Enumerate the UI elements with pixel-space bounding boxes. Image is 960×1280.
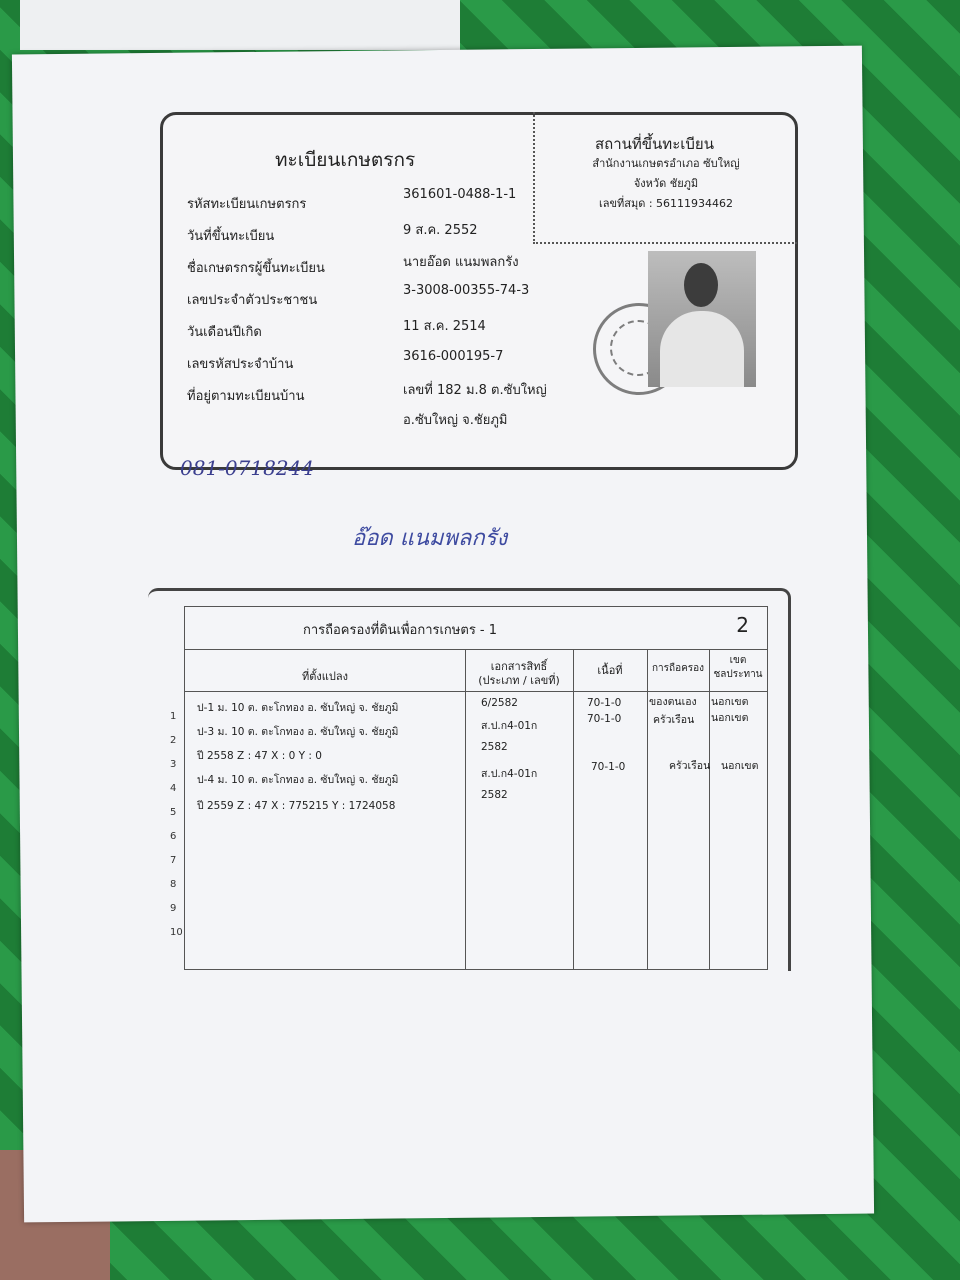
photo-body [660, 311, 744, 387]
column-divider [709, 649, 710, 969]
table-header-divider [185, 649, 767, 650]
header-document-sub: (ประเภท / เลขที่) [478, 674, 560, 687]
field-label-birth-date: วันเดือนปีเกิด [187, 325, 262, 340]
header-area: เนื้อที่ [597, 664, 623, 677]
field-label-house-code: เลขรหัสประจำบ้าน [187, 357, 294, 372]
field-value-birth-date: 11 ส.ค. 2514 [403, 319, 486, 334]
header-zone: เขต [729, 655, 747, 666]
table-header-bottom [185, 691, 767, 692]
cell-zone: นอกเขต [711, 696, 749, 708]
field-value-house-code: 3616-000195-7 [403, 349, 504, 364]
field-label-farmer-code: รหัสทะเบียนเกษตรกร [187, 197, 307, 212]
field-label-register-date: วันที่ขึ้นทะเบียน [187, 229, 275, 244]
land-table-title: การถือครองที่ดินเพื่อการเกษตร - 1 [302, 623, 498, 638]
header-zone-sub: ชลประทาน [713, 669, 763, 680]
field-value-register-date: 9 ส.ค. 2552 [403, 223, 478, 238]
header-holding: การถือครอง [651, 663, 705, 674]
field-label-citizen-id: เลขประจำตัวประชาชน [187, 293, 318, 308]
cell-area: 70-1-0 [587, 697, 622, 709]
row-number: 6 [170, 831, 177, 842]
row-number: 3 [170, 759, 177, 770]
header-location: ที่ตั้งแปลง [302, 670, 348, 683]
row-number: 4 [170, 783, 177, 794]
field-label-farmer-name: ชื่อเกษตรกรผู้ขึ้นทะเบียน [187, 261, 325, 276]
land-holding-table [184, 606, 768, 970]
cell-document: 6/2582 [481, 697, 518, 709]
page-number: 2 [736, 613, 749, 637]
registration-office-heading: สถานที่ขึ้นทะเบียน [595, 135, 714, 153]
cell-holding: ครัวเรือน [669, 760, 711, 772]
registration-office-box [533, 112, 797, 244]
row-number: 2 [170, 735, 177, 746]
cell-document: 2582 [481, 789, 508, 801]
header-document: เอกสารสิทธิ์ [490, 660, 548, 673]
cell-location: ป-3 ม. 10 ต. ตะโกทอง อ. ซับใหญ่ จ. ชัยภูมิ [197, 726, 399, 738]
handwritten-phone: 081-0718244 [180, 456, 315, 480]
cell-document: ส.ป.ก4-01ก [481, 768, 538, 780]
field-value-address: เลขที่ 182 ม.8 ต.ซับใหญ่ [403, 383, 547, 398]
cell-location: ปี 2558 Z : 47 X : 0 Y : 0 [197, 750, 322, 762]
column-divider [647, 649, 648, 969]
row-number: 10 [170, 927, 183, 938]
column-divider [573, 649, 574, 969]
cell-area: 70-1-0 [591, 761, 626, 773]
cell-location: ปี 2559 Z : 47 X : 775215 Y : 1724058 [197, 800, 396, 812]
row-number: 8 [170, 879, 177, 890]
cell-document: ส.ป.ก4-01ก [481, 720, 538, 732]
field-label-address: ที่อยู่ตามทะเบียนบ้าน [187, 389, 305, 404]
field-value-farmer-name: นายอ๊อด แนมพลกรัง [403, 255, 519, 270]
cell-location: ป-1 ม. 10 ต. ตะโกทอง อ. ซับใหญ่ จ. ชัยภูมิ [197, 702, 399, 714]
row-number: 9 [170, 903, 177, 914]
cell-holding: ของตนเอง [649, 696, 697, 708]
cell-holding: ครัวเรือน [653, 714, 695, 726]
photo-head [684, 263, 718, 307]
background-paper [20, 0, 460, 50]
card-title: ทะเบียนเกษตรกร [275, 149, 416, 171]
farmer-registration-card [160, 112, 798, 470]
column-divider [465, 649, 466, 969]
cell-zone: นอกเขต [711, 712, 749, 724]
registration-office-name: สำนักงานเกษตรอำเภอ ซับใหญ่ [592, 157, 740, 170]
row-number: 1 [170, 711, 177, 722]
row-number: 7 [170, 855, 177, 866]
field-value-citizen-id: 3-3008-00355-74-3 [403, 283, 530, 298]
registration-office-province: จังหวัด ชัยภูมิ [633, 177, 699, 190]
farmer-photo [648, 251, 756, 387]
cell-document: 2582 [481, 741, 508, 753]
field-value-address-line2: อ.ซับใหญ่ จ.ชัยภูมิ [403, 413, 508, 428]
registration-book-number: เลขที่สมุด : 56111934462 [598, 197, 734, 210]
row-number: 5 [170, 807, 177, 818]
field-value-farmer-code: 361601-0488-1-1 [403, 187, 517, 202]
handwritten-name-note: อ๊อด แนมพลกรัง [352, 526, 508, 551]
cell-zone: นอกเขต [721, 760, 759, 772]
cell-location: ป-4 ม. 10 ต. ตะโกทอง อ. ซับใหญ่ จ. ชัยภูมิ [197, 774, 399, 786]
cell-area: 70-1-0 [587, 713, 622, 725]
